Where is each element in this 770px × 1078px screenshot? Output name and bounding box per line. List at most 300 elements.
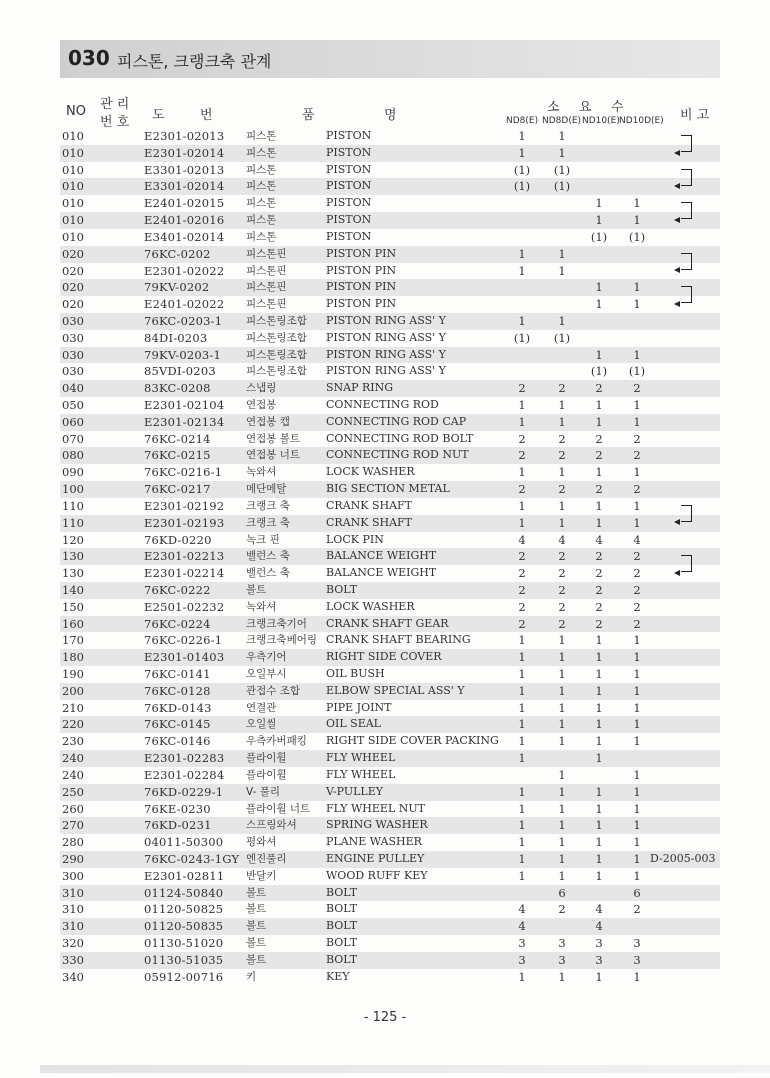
- row-korean-name: 피스톤핀: [246, 264, 287, 277]
- row-qty-nd10: 1: [595, 280, 603, 295]
- row-english-name: CONNECTING ROD NUT: [326, 448, 469, 462]
- parts-table: [60, 128, 720, 985]
- row-qty-nd8: 1: [518, 145, 526, 160]
- row-part-number: E3301-02014: [144, 179, 225, 194]
- table-row: [60, 817, 720, 834]
- row-qty-nd10d: 2: [633, 549, 641, 564]
- row-qty-nd10: 2: [595, 599, 603, 614]
- row-english-name: PISTON: [326, 213, 372, 227]
- header-qty-2: 요: [579, 100, 592, 115]
- row-qty-nd8d: (1): [553, 162, 571, 177]
- row-korean-name: 볼트: [246, 920, 267, 933]
- row-qty-nd8: 1: [518, 818, 526, 833]
- row-korean-name: 피스톤: [246, 146, 277, 159]
- row-english-name: PISTON RING ASS' Y: [326, 313, 446, 327]
- row-korean-name: 우측카버패킹: [246, 735, 307, 748]
- row-no: 230: [62, 734, 84, 749]
- table-row: [60, 380, 720, 397]
- row-no: 100: [62, 482, 84, 497]
- row-english-name: FLY WHEEL: [326, 767, 396, 781]
- table-row: [60, 952, 720, 969]
- row-qty-nd10d: 1: [633, 465, 641, 480]
- row-qty-nd8d: 1: [558, 784, 566, 799]
- table-row: [60, 548, 720, 565]
- row-no: 070: [62, 431, 84, 446]
- row-no: 190: [62, 667, 84, 681]
- row-qty-nd8: 1: [518, 969, 526, 984]
- row-qty-nd8: 1: [518, 650, 526, 665]
- row-english-name: V-PULLEY: [326, 784, 384, 798]
- row-no: 010: [62, 196, 84, 211]
- row-qty-nd10: (1): [590, 364, 608, 379]
- row-no: 010: [62, 179, 84, 194]
- row-part-number: E2301-02014: [144, 145, 225, 160]
- row-part-number: 76KD-0143: [144, 700, 212, 715]
- table-row: [60, 582, 720, 599]
- row-korean-name: V- 풀리: [246, 785, 280, 798]
- row-part-number: 01130-51020: [144, 936, 224, 950]
- row-korean-name: 피스톤링조합: [246, 348, 307, 361]
- row-part-number: E2301-02134: [144, 414, 225, 429]
- row-no: 120: [62, 532, 84, 547]
- row-qty-nd10d: 1: [633, 297, 641, 312]
- row-no: 010: [62, 129, 84, 143]
- row-part-number: 76KC-0222: [144, 582, 211, 597]
- row-english-name: BOLT: [326, 952, 358, 966]
- row-qty-nd10: 4: [595, 919, 603, 934]
- row-english-name: CRANK SHAFT BEARING: [326, 633, 471, 647]
- row-english-name: PISTON: [326, 179, 372, 193]
- row-korean-name: 볼트: [246, 953, 267, 966]
- row-english-name: PISTON: [326, 145, 372, 159]
- row-qty-nd8: 1: [518, 717, 526, 732]
- row-qty-nd8d: (1): [553, 330, 571, 345]
- row-qty-nd8d: 2: [558, 616, 566, 631]
- section-header: [60, 40, 720, 78]
- row-qty-nd8d: 1: [558, 246, 566, 261]
- header-no: NO: [66, 104, 86, 119]
- row-korean-name: 연접봉: [246, 399, 277, 411]
- row-qty-nd8d: 2: [558, 381, 566, 396]
- row-qty-nd8d: 1: [558, 801, 566, 816]
- table-row: [60, 868, 720, 885]
- table-row: [60, 229, 720, 246]
- row-qty-nd8: 2: [518, 482, 526, 497]
- row-qty-nd10d: 1: [633, 683, 641, 698]
- row-part-number: 76KC-0216-1: [144, 465, 223, 480]
- row-korean-name: 녹크 핀: [246, 533, 280, 546]
- row-qty-nd8d: 1: [558, 398, 566, 412]
- row-qty-nd8: 1: [518, 129, 526, 143]
- row-korean-name: 우측기어: [246, 651, 287, 664]
- row-qty-nd10: 1: [595, 650, 603, 665]
- row-english-name: CONNECTING ROD CAP: [326, 414, 467, 428]
- row-qty-nd10d: 2: [633, 902, 641, 917]
- row-qty-nd10: 1: [595, 868, 603, 883]
- row-qty-nd8d: 2: [558, 566, 566, 581]
- row-no: 330: [62, 952, 84, 967]
- row-no: 160: [62, 616, 84, 631]
- row-qty-nd10: 3: [595, 936, 603, 950]
- row-qty-nd8d: 1: [558, 868, 566, 883]
- row-qty-nd8: 2: [518, 599, 526, 614]
- row-no: 280: [62, 835, 84, 850]
- row-qty-nd8: 3: [518, 936, 526, 950]
- row-qty-nd8d: 1: [558, 498, 566, 513]
- row-no: 180: [62, 650, 84, 665]
- row-qty-nd10: 1: [595, 851, 603, 866]
- row-qty-nd10d: 1: [633, 196, 641, 211]
- section-code: 030: [68, 46, 110, 70]
- row-english-name: PISTON PIN: [326, 246, 397, 260]
- row-part-number: 76KC-0226-1: [144, 633, 223, 648]
- section-title: 피스톤, 크랭크축 관계: [117, 52, 272, 71]
- row-qty-nd8d: 1: [558, 717, 566, 732]
- row-no: 010: [62, 229, 84, 244]
- row-qty-nd8d: 1: [558, 767, 566, 782]
- table-row: [60, 313, 720, 330]
- row-qty-nd10d: 1: [633, 515, 641, 530]
- row-qty-nd10d: 1: [633, 280, 641, 295]
- row-part-number: E2301-02104: [144, 398, 225, 412]
- row-korean-name: 피스톤: [246, 230, 277, 243]
- row-qty-nd8: 1: [518, 868, 526, 883]
- row-english-name: ENGINE PULLEY: [326, 851, 425, 865]
- row-qty-nd10: 2: [595, 616, 603, 631]
- row-korean-name: 볼트: [246, 886, 267, 899]
- row-korean-name: 오일씰: [246, 718, 277, 731]
- row-qty-nd8d: 2: [558, 599, 566, 614]
- row-qty-nd8d: 1: [558, 667, 566, 681]
- row-qty-nd10d: 1: [633, 650, 641, 665]
- row-no: 020: [62, 263, 84, 278]
- row-no: 240: [62, 751, 84, 766]
- table-row: [60, 750, 720, 767]
- table-row: [60, 347, 720, 364]
- row-qty-nd8: 1: [518, 414, 526, 429]
- row-qty-nd10: 3: [595, 952, 603, 967]
- row-qty-nd10: 1: [595, 734, 603, 749]
- row-no: 220: [62, 717, 84, 732]
- row-part-number: 01124-50840: [144, 885, 224, 900]
- row-no: 340: [62, 969, 84, 984]
- row-part-number: E2301-02022: [144, 263, 225, 278]
- row-english-name: PISTON PIN: [326, 280, 397, 294]
- row-qty-nd8: 1: [518, 398, 526, 412]
- table-row: [60, 330, 720, 347]
- row-qty-nd10: 1: [595, 667, 603, 681]
- row-qty-nd8d: 1: [558, 835, 566, 850]
- page-number: - 125 -: [363, 1010, 407, 1025]
- table-row: [60, 212, 720, 229]
- row-qty-nd8d: (1): [553, 179, 571, 194]
- table-row: [60, 599, 720, 616]
- row-qty-nd10: 1: [595, 835, 603, 850]
- row-qty-nd8d: 1: [558, 700, 566, 715]
- row-qty-nd8d: 1: [558, 263, 566, 278]
- row-part-number: E2301-02284: [144, 767, 225, 782]
- row-qty-nd8d: 2: [558, 431, 566, 446]
- row-qty-nd10d: 1: [633, 717, 641, 732]
- table-row: [60, 414, 720, 431]
- row-no: 010: [62, 145, 84, 160]
- row-no: 020: [62, 297, 84, 312]
- row-english-name: LOCK WASHER: [326, 465, 415, 479]
- row-qty-nd10: 1: [595, 398, 603, 412]
- row-korean-name: 플라이휠: [246, 752, 287, 765]
- table-row: [60, 700, 720, 717]
- row-korean-name: 볼트: [246, 937, 267, 949]
- row-qty-nd8: 1: [518, 633, 526, 648]
- row-part-number: 76KC-0214: [144, 431, 211, 446]
- row-english-name: SPRING WASHER: [326, 818, 428, 832]
- row-korean-name: 평와셔: [246, 836, 277, 849]
- table-row: [60, 901, 720, 918]
- row-english-name: PISTON PIN: [326, 297, 397, 311]
- row-english-name: BALANCE WEIGHT: [326, 566, 437, 580]
- row-qty-nd8: (1): [513, 162, 531, 177]
- row-qty-nd10d: 1: [633, 633, 641, 648]
- table-row: [60, 885, 720, 902]
- row-qty-nd10: 1: [595, 818, 603, 833]
- row-qty-nd8: 2: [518, 448, 526, 463]
- row-qty-nd10: 1: [595, 633, 603, 648]
- row-qty-nd8d: 1: [558, 515, 566, 530]
- table-row: [60, 733, 720, 750]
- row-qty-nd10d: 1: [633, 347, 641, 362]
- row-no: 310: [62, 902, 84, 917]
- row-qty-nd8d: 3: [558, 952, 566, 967]
- row-part-number: 76KC-0202: [144, 246, 211, 261]
- row-qty-nd10d: 1: [633, 784, 641, 799]
- row-korean-name: 볼트: [246, 583, 267, 596]
- row-qty-nd10d: 1: [633, 801, 641, 816]
- row-qty-nd10: 2: [595, 582, 603, 597]
- header-model-4: ND10D(E): [619, 116, 664, 126]
- row-english-name: PIPE JOINT: [326, 700, 392, 714]
- row-part-number: 05912-00716: [144, 969, 224, 984]
- row-qty-nd10d: 1: [633, 398, 641, 412]
- row-qty-nd10d: 3: [633, 936, 641, 950]
- row-qty-nd8: 1: [518, 734, 526, 749]
- row-part-number: 04011-50300: [144, 835, 224, 850]
- row-qty-nd10d: 2: [633, 566, 641, 581]
- header-item-1: 품: [302, 108, 315, 123]
- row-part-number: E2301-02283: [144, 751, 225, 766]
- row-qty-nd10d: 1: [633, 700, 641, 715]
- table-row: [60, 498, 720, 515]
- row-part-number: 76KC-0141: [144, 667, 211, 681]
- row-part-number: E2401-02015: [144, 196, 225, 211]
- row-qty-nd10d: 6: [633, 885, 641, 900]
- row-part-number: E2301-02192: [144, 498, 225, 513]
- row-korean-name: 연접봉 너트: [246, 449, 301, 462]
- row-no: 060: [62, 414, 84, 429]
- interchange-arrow-icon: [681, 169, 692, 186]
- row-qty-nd8: 1: [518, 683, 526, 698]
- row-no: 130: [62, 566, 84, 581]
- row-qty-nd10d: (1): [628, 364, 646, 379]
- row-korean-name: 크랭크축베어링: [246, 634, 318, 647]
- row-english-name: RIGHT SIDE COVER PACKING: [326, 734, 499, 748]
- row-qty-nd8: 1: [518, 784, 526, 799]
- row-english-name: CONNECTING ROD: [326, 398, 439, 411]
- row-qty-nd8: 1: [518, 263, 526, 278]
- table-row: [60, 666, 720, 683]
- row-qty-nd10: 1: [595, 498, 603, 513]
- row-qty-nd10d: 1: [633, 851, 641, 866]
- row-korean-name: 피스톤: [246, 214, 277, 227]
- table-row: [60, 515, 720, 532]
- table-row: [60, 851, 720, 868]
- row-part-number: E2301-02214: [144, 566, 225, 581]
- row-qty-nd10: 1: [595, 717, 603, 732]
- row-qty-nd10: 4: [595, 532, 603, 547]
- row-qty-nd8d: 1: [558, 633, 566, 648]
- table-row: [60, 683, 720, 700]
- row-qty-nd8d: 3: [558, 936, 566, 950]
- row-qty-nd8: 4: [518, 532, 526, 547]
- row-qty-nd10d: 1: [633, 818, 641, 833]
- row-part-number: E2401-02022: [144, 297, 225, 312]
- row-part-number: 85VDI-0203: [144, 364, 216, 379]
- row-qty-nd10: 1: [595, 751, 603, 766]
- row-no: 320: [62, 936, 84, 950]
- row-part-number: 79KV-0202: [144, 280, 210, 295]
- row-korean-name: 스냅링: [246, 382, 277, 395]
- row-qty-nd10: 1: [595, 515, 603, 530]
- row-qty-nd8d: 1: [558, 129, 566, 143]
- row-qty-nd10: 1: [595, 801, 603, 816]
- row-qty-nd10: 1: [595, 700, 603, 715]
- row-part-number: 84DI-0203: [144, 330, 208, 345]
- row-qty-nd8: 1: [518, 851, 526, 866]
- row-qty-nd8d: 6: [558, 885, 566, 900]
- row-english-name: CRANK SHAFT: [326, 515, 413, 529]
- row-english-name: RIGHT SIDE COVER: [326, 650, 442, 664]
- row-qty-nd10d: 2: [633, 431, 641, 446]
- row-qty-nd10d: (1): [628, 229, 646, 244]
- row-qty-nd8: 2: [518, 381, 526, 396]
- row-qty-nd10: 2: [595, 482, 603, 497]
- row-qty-nd10: 1: [595, 347, 603, 362]
- interchange-arrow-icon: [681, 505, 692, 522]
- row-qty-nd8: 2: [518, 582, 526, 597]
- row-english-name: OIL SEAL: [326, 717, 381, 731]
- row-english-name: BOLT: [326, 919, 358, 933]
- row-no: 110: [62, 498, 84, 513]
- row-part-number: 79KV-0203-1: [144, 347, 222, 362]
- row-korean-name: 연결관: [246, 701, 277, 714]
- row-korean-name: 피스톤핀: [246, 247, 287, 260]
- header-model-2: ND8D(E): [542, 116, 582, 126]
- row-korean-name: 볼트: [246, 903, 267, 916]
- table-row: [60, 279, 720, 296]
- row-no: 110: [62, 515, 84, 530]
- row-qty-nd10d: 1: [633, 835, 641, 850]
- interchange-arrow-icon: [681, 135, 692, 152]
- row-part-number: E2301-02811: [144, 868, 225, 883]
- row-no: 310: [62, 919, 84, 934]
- row-english-name: PISTON RING ASS' Y: [326, 364, 446, 378]
- row-korean-name: 플라이휠 너트: [246, 802, 311, 815]
- interchange-arrow-icon: [681, 555, 692, 572]
- row-no: 030: [62, 347, 84, 362]
- table-row: [60, 801, 720, 818]
- row-qty-nd10: 1: [595, 414, 603, 429]
- row-korean-name: 피스톤핀: [246, 281, 287, 294]
- row-korean-name: 밸런스 축: [246, 567, 290, 580]
- row-qty-nd8d: 1: [558, 145, 566, 160]
- row-english-name: PISTON: [326, 229, 372, 243]
- table-row: [60, 447, 720, 464]
- row-english-name: KEY: [326, 969, 350, 983]
- row-no: 030: [62, 313, 84, 328]
- row-no: 200: [62, 683, 84, 698]
- row-qty-nd10d: 1: [633, 498, 641, 513]
- row-qty-nd10: 1: [595, 784, 603, 799]
- row-qty-nd10d: 2: [633, 616, 641, 631]
- row-qty-nd10: (1): [590, 229, 608, 244]
- table-row: [60, 767, 720, 784]
- row-qty-nd10d: 1: [633, 667, 641, 681]
- row-qty-nd8d: 2: [558, 902, 566, 917]
- row-no: 020: [62, 246, 84, 261]
- row-no: 040: [62, 381, 84, 396]
- row-part-number: 76KC-0145: [144, 717, 211, 732]
- row-qty-nd10d: 2: [633, 381, 641, 396]
- row-korean-name: 크랭크 축: [246, 516, 290, 529]
- row-qty-nd10d: 3: [633, 952, 641, 967]
- row-korean-name: 오일부시: [246, 668, 287, 680]
- row-english-name: PISTON RING ASS' Y: [326, 347, 446, 361]
- row-english-name: CONNECTING ROD BOLT: [326, 431, 474, 445]
- row-qty-nd10: 2: [595, 381, 603, 396]
- row-english-name: PISTON: [326, 129, 372, 142]
- row-part-number: E2401-02016: [144, 213, 225, 228]
- row-qty-nd8d: 2: [558, 582, 566, 597]
- table-row: [60, 263, 720, 280]
- row-qty-nd8: (1): [513, 330, 531, 345]
- row-no: 010: [62, 162, 84, 177]
- row-no: 210: [62, 700, 84, 715]
- row-korean-name: 피스톤링조합: [246, 331, 307, 344]
- row-korean-name: 관접수 조합: [246, 684, 301, 697]
- row-qty-nd10: 2: [595, 448, 603, 463]
- row-qty-nd8d: 1: [558, 734, 566, 749]
- header-drawing-2: 번: [200, 108, 213, 123]
- row-korean-name: 연접봉 볼트: [246, 432, 301, 445]
- row-qty-nd10d: 4: [633, 532, 641, 547]
- table-row: [60, 162, 720, 179]
- row-english-name: FLY WHEEL NUT: [326, 801, 425, 815]
- row-part-number: 76KC-0203-1: [144, 313, 223, 328]
- row-qty-nd8: 4: [518, 902, 526, 917]
- row-no: 310: [62, 885, 84, 900]
- row-no: 260: [62, 801, 84, 816]
- row-no: 170: [62, 633, 84, 648]
- row-english-name: OIL BUSH: [326, 667, 385, 680]
- row-no: 300: [62, 868, 84, 883]
- row-english-name: ELBOW SPECIAL ASS' Y: [326, 683, 465, 697]
- header-remarks: 비 고: [680, 108, 710, 123]
- row-part-number: 76KC-0128: [144, 683, 211, 698]
- row-english-name: CRANK SHAFT: [326, 498, 413, 512]
- row-remarks: D-2005-003: [650, 851, 716, 865]
- row-no: 240: [62, 767, 84, 782]
- row-english-name: BOLT: [326, 936, 358, 949]
- row-part-number: 76KC-0217: [144, 482, 211, 497]
